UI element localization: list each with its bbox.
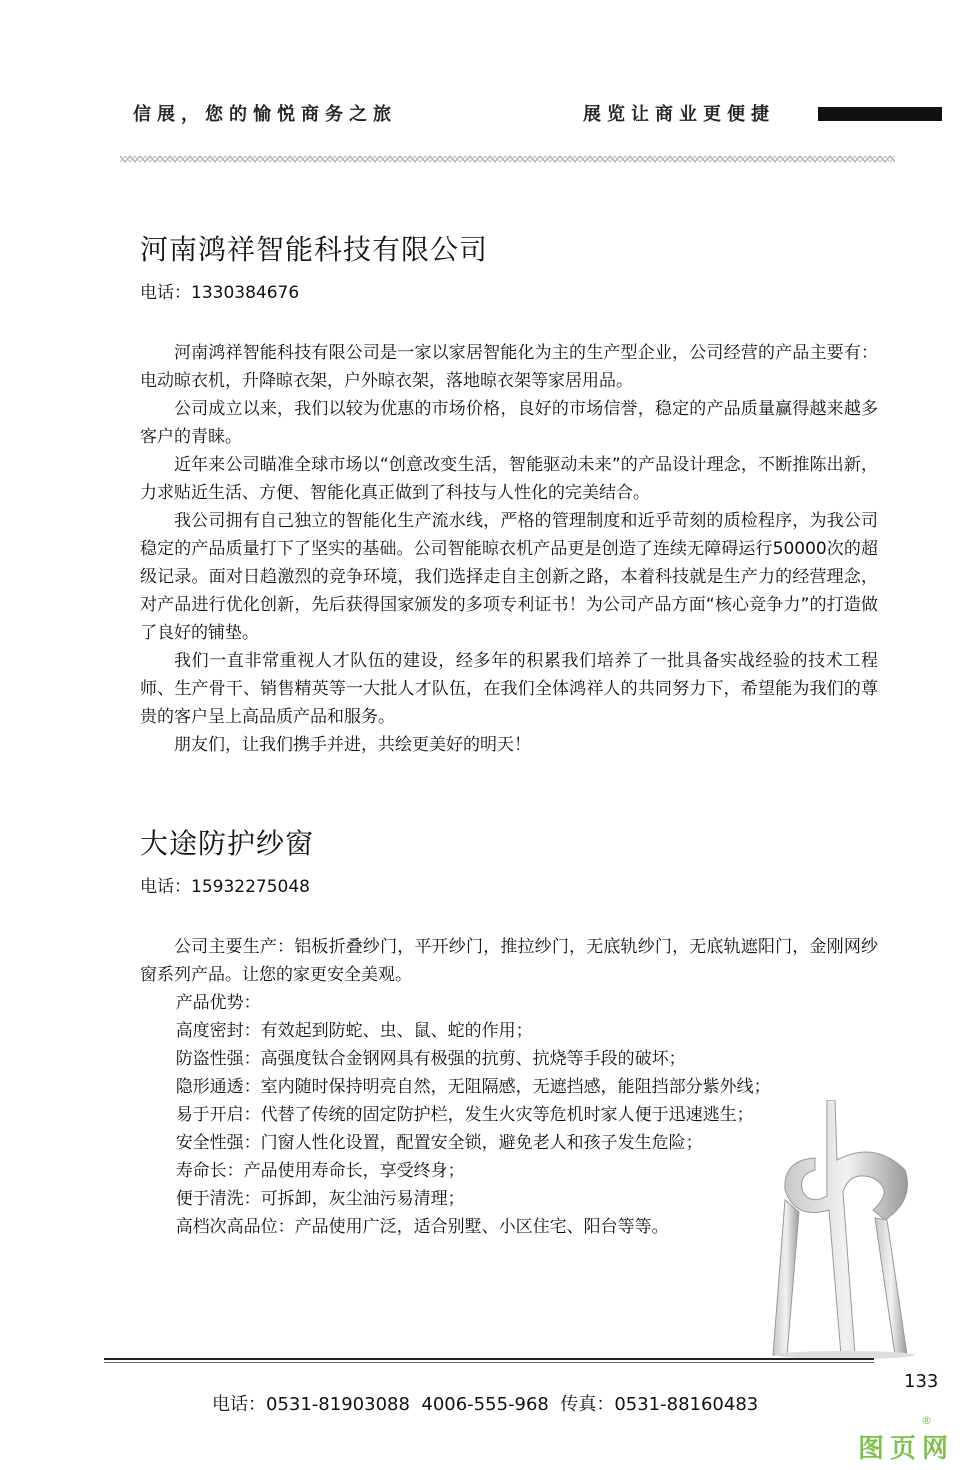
advantage-item: 高档次高品位：产品使用广泛，适合别墅、小区住宅、阳台等等。 [175,1217,669,1237]
advantage-item: 隐形通透：室内随时保持明亮自然，无阻隔感，无遮挡感，能阻挡部分紫外线； [175,1077,771,1097]
company-description [140,339,878,759]
watermark-registered-mark: ® [921,1414,932,1427]
header-slogan-right: 展览让商业更便捷 [583,104,775,125]
company-name: 河南鸿祥智能科技有限公司 [140,233,489,266]
sculpture-illustration [755,1100,915,1360]
company-phone: 电话：15932275048 [140,877,310,897]
wave-divider [120,153,895,165]
advantage-item: 易于开启：代替了传统的固定防护栏，发生火灾等危机时家人便于迅速逃生； [175,1105,754,1125]
company-section-hongxiang [140,228,878,759]
footer-rule-thin [104,1362,874,1363]
advantages-title: 产品优势： [175,993,261,1013]
paragraph: 我公司拥有自己独立的智能化生产流水线，严格的管理制度和近乎苛刻的质检程序，为我公司稳定的产品质量打下了坚实的基础。公司智能晾衣机产品更是创造了连续无障碍运行50000次的超级记录。面对日趋激烈的竞争环境，我们选择走自主创新之路，本着科技就是生产力的经营理念，对产品进行优化创新，先后获得国家颁发的多项专利证书！为公司产品方面“核心竞争力”的打造做了良好的铺垫。 [140,511,878,643]
header-slogan-left: 信展，您的愉悦商务之旅 [133,104,397,125]
header-black-bar [818,107,942,121]
footer-rule [104,1358,874,1360]
paragraph: 近年来公司瞄准全球市场以“创意改变生活，智能驱动未来”的产品设计理念，不断推陈出新，力求贴近生活、方便、智能化真正做到了科技与人性化的完美结合。 [140,455,878,503]
paragraph: 朋友们，让我们携手并进，共绘更美好的明天！ [174,735,531,755]
advantage-item: 高度密封：有效起到防蛇、虫、鼠、蛇的作用； [175,1021,533,1041]
footer-contact: 电话：0531-81903088 4006-555-968 传真：0531-88160483 [212,1394,759,1415]
intro-paragraph: 公司主要生产：铝板折叠纱门，平开纱门，推拉纱门，无底轨纱门，无底轨遮阳门，金刚网纱窗系列产品。让您的家更安全美观。 [140,937,878,985]
page-number: 133 [904,1371,939,1392]
advantage-item: 防盗性强：高强度钛合金钢网具有极强的抗剪、抗烧等手段的破坏； [175,1049,686,1069]
paragraph: 我们一直非常重视人才队伍的建设，经多年的积累我们培养了一批具备实战经验的技术工程师、生产骨干、销售精英等一大批人才队伍，在我们全体鸿祥人的共同努力下，希望能为我们的尊贵的客户呈上高品质产品和服务。 [140,651,878,727]
advantage-item: 寿命长：产品使用寿命长，享受终身； [175,1161,465,1181]
paragraph: 公司成立以来，我们以较为优惠的市场价格，良好的市场信誉，稳定的产品质量赢得越来越多客户的青睐。 [140,399,878,447]
company-phone: 电话：1330384676 [140,283,300,303]
company-name: 大途防护纱窗 [140,827,315,860]
advantage-item: 安全性强：门窗人性化设置，配置安全锁，避免老人和孩子发生危险； [175,1133,703,1153]
watermark-logo: 图页网 [858,1434,955,1464]
paragraph: 河南鸿祥智能科技有限公司是一家以家居智能化为主的生产型企业，公司经营的产品主要有：电动晾衣机，升降晾衣架，户外晾衣架，落地晾衣架等家居用品。 [140,343,878,391]
advantage-item: 便于清洗：可拆卸，灰尘油污易清理； [175,1189,465,1209]
